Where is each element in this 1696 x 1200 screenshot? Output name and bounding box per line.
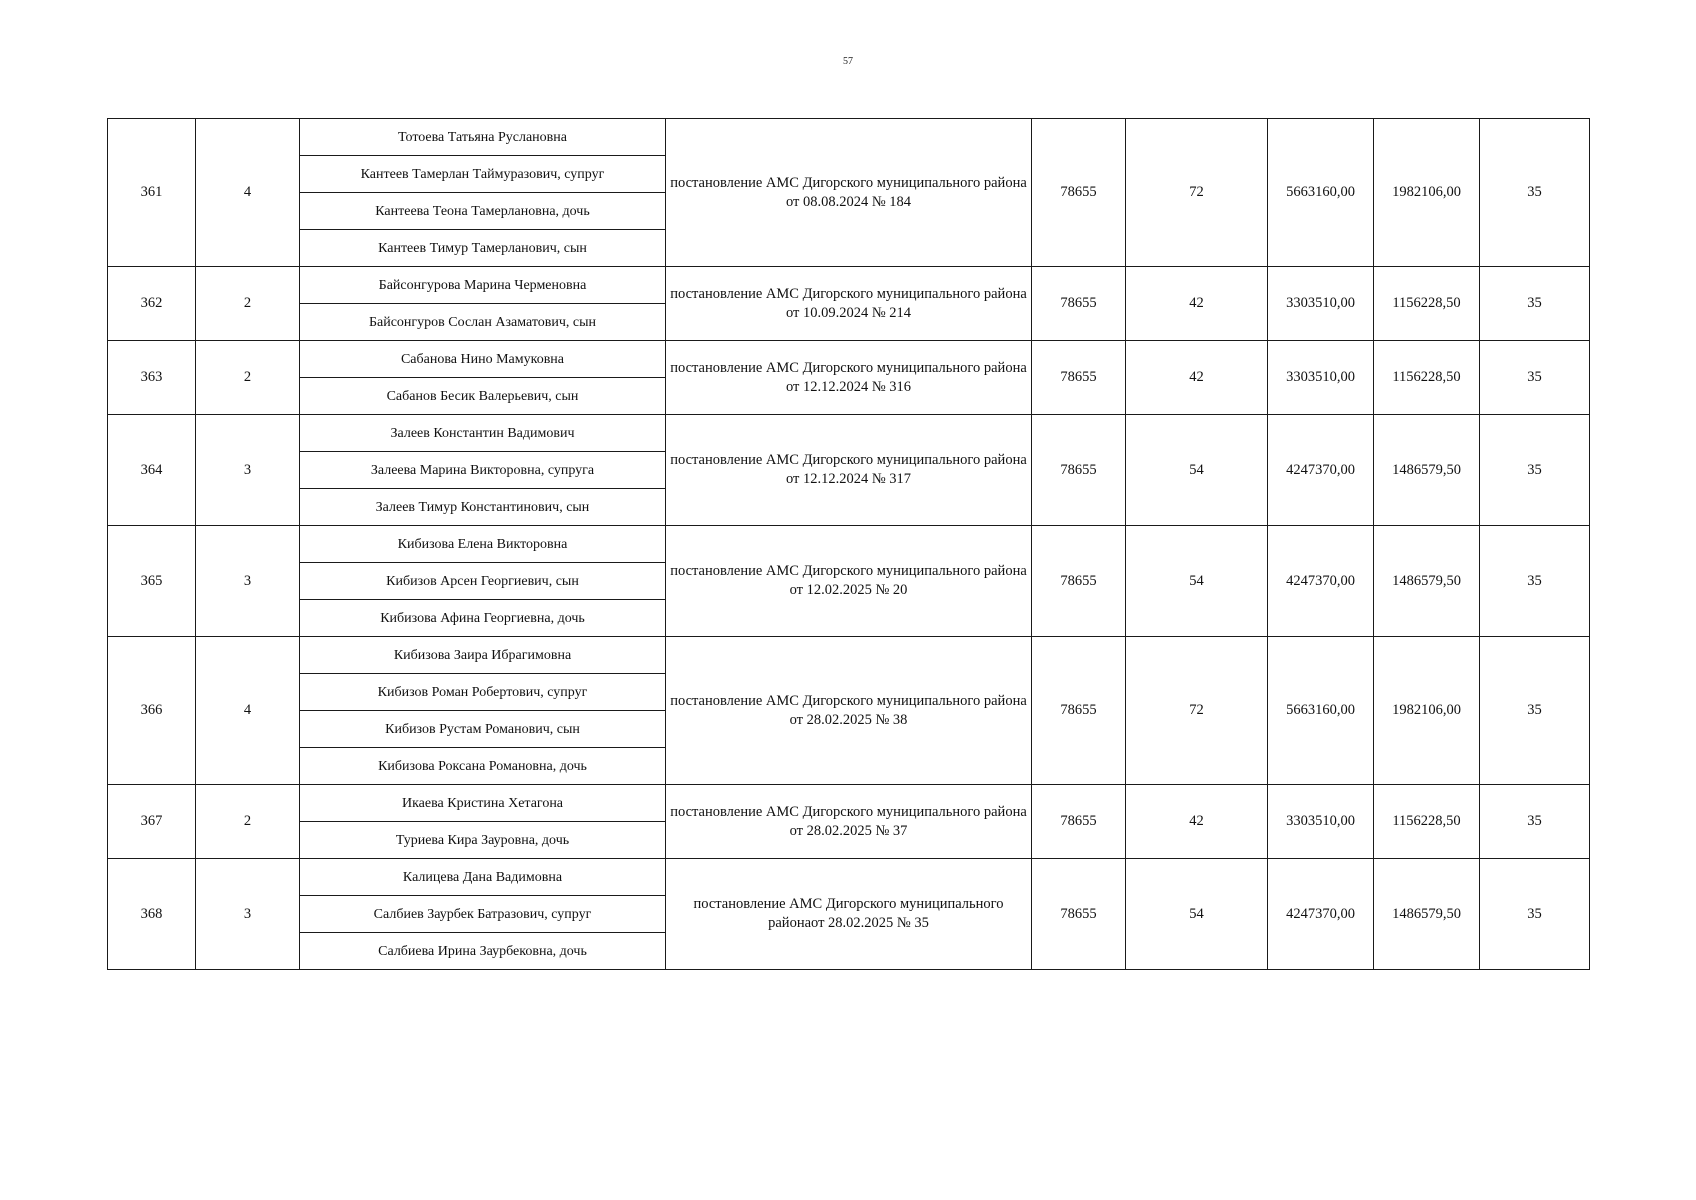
family-size: 4 [196,119,300,267]
family-member-name: Калицева Дана Вадимовна [300,859,666,896]
housing-area: 42 [1126,267,1268,341]
resolution-reference: постановление АМС Дигорского муниципального района от 10.09.2024 № 214 [666,267,1032,341]
family-size: 4 [196,637,300,785]
housing-area: 72 [1126,119,1268,267]
family-member-name: Кибизова Заира Ибрагимовна [300,637,666,674]
subsidy-percent: 35 [1480,526,1590,637]
table-row [108,859,1590,896]
cost-per-sqm: 78655 [1032,415,1126,526]
housing-area: 54 [1126,415,1268,526]
family-member-name: Кантеева Теона Тамерлановна, дочь [300,193,666,230]
table-row [108,415,1590,452]
table-row [108,785,1590,822]
family-size: 2 [196,341,300,415]
table-row [108,637,1590,674]
record-number: 366 [108,637,196,785]
subsidy-percent: 35 [1480,267,1590,341]
subsidy-percent: 35 [1480,785,1590,859]
resolution-reference: постановление АМС Дигорского муниципального района от 12.02.2025 № 20 [666,526,1032,637]
family-member-name: Сабанов Бесик Валерьевич, сын [300,378,666,415]
subsidy-amount: 1156228,50 [1374,341,1480,415]
record-number: 367 [108,785,196,859]
housing-area: 72 [1126,637,1268,785]
housing-area: 42 [1126,785,1268,859]
cost-per-sqm: 78655 [1032,119,1126,267]
family-member-name: Кантеев Тимур Тамерланович, сын [300,230,666,267]
family-size: 3 [196,859,300,970]
total-cost: 4247370,00 [1268,526,1374,637]
resolution-reference: постановление АМС Дигорского муниципального района от 12.12.2024 № 317 [666,415,1032,526]
record-number: 361 [108,119,196,267]
family-size: 3 [196,526,300,637]
total-cost: 5663160,00 [1268,637,1374,785]
total-cost: 3303510,00 [1268,785,1374,859]
page-number: 57 [843,56,853,67]
family-member-name: Кантеев Тамерлан Таймуразович, супруг [300,156,666,193]
table-row [108,341,1590,378]
family-member-name: Кибизов Арсен Георгиевич, сын [300,563,666,600]
family-size: 3 [196,415,300,526]
subsidy-amount: 1486579,50 [1374,415,1480,526]
total-cost: 3303510,00 [1268,341,1374,415]
family-member-name: Залеев Константин Вадимович [300,415,666,452]
resolution-reference: постановление АМС Дигорского муниципального района от 28.02.2025 № 38 [666,637,1032,785]
cost-per-sqm: 78655 [1032,859,1126,970]
total-cost: 5663160,00 [1268,119,1374,267]
family-member-name: Байсонгурова Марина Черменовна [300,267,666,304]
total-cost: 4247370,00 [1268,859,1374,970]
table-row [108,267,1590,304]
family-member-name: Туриева Кира Зауровна, дочь [300,822,666,859]
resolution-reference: постановление АМС Дигорского муниципального районаот 28.02.2025 № 35 [666,859,1032,970]
family-member-name: Кибизов Рустам Романович, сын [300,711,666,748]
subsidy-percent: 35 [1480,859,1590,970]
cost-per-sqm: 78655 [1032,341,1126,415]
subsidy-percent: 35 [1480,119,1590,267]
subsidy-amount: 1156228,50 [1374,267,1480,341]
record-number: 362 [108,267,196,341]
cost-per-sqm: 78655 [1032,637,1126,785]
total-cost: 3303510,00 [1268,267,1374,341]
family-member-name: Салбиев Заурбек Батразович, супруг [300,896,666,933]
family-member-name: Байсонгуров Сослан Азаматович, сын [300,304,666,341]
cost-per-sqm: 78655 [1032,785,1126,859]
housing-area: 54 [1126,526,1268,637]
registry-body [108,119,1590,970]
subsidy-amount: 1982106,00 [1374,119,1480,267]
resolution-reference: постановление АМС Дигорского муниципального района от 28.02.2025 № 37 [666,785,1032,859]
subsidy-percent: 35 [1480,415,1590,526]
subsidy-amount: 1156228,50 [1374,785,1480,859]
family-member-name: Салбиева Ирина Заурбековна, дочь [300,933,666,970]
record-number: 368 [108,859,196,970]
family-member-name: Кибизов Роман Робертович, супруг [300,674,666,711]
record-number: 363 [108,341,196,415]
housing-area: 42 [1126,341,1268,415]
subsidy-percent: 35 [1480,341,1590,415]
family-member-name: Кибизова Афина Георгиевна, дочь [300,600,666,637]
subsidy-amount: 1486579,50 [1374,859,1480,970]
family-member-name: Икаева Кристина Хетагона [300,785,666,822]
family-size: 2 [196,267,300,341]
family-member-name: Тотоева Татьяна Руслановна [300,119,666,156]
resolution-reference: постановление АМС Дигорского муниципального района от 08.08.2024 № 184 [666,119,1032,267]
record-number: 365 [108,526,196,637]
total-cost: 4247370,00 [1268,415,1374,526]
table-row [108,119,1590,156]
record-number: 364 [108,415,196,526]
resolution-reference: постановление АМС Дигорского муниципального района от 12.12.2024 № 316 [666,341,1032,415]
family-member-name: Залеева Марина Викторовна, супруга [300,452,666,489]
family-member-name: Кибизова Елена Викторовна [300,526,666,563]
family-member-name: Кибизова Роксана Романовна, дочь [300,748,666,785]
subsidy-amount: 1486579,50 [1374,526,1480,637]
subsidy-percent: 35 [1480,637,1590,785]
housing-area: 54 [1126,859,1268,970]
cost-per-sqm: 78655 [1032,526,1126,637]
family-member-name: Сабанова Нино Мамуковна [300,341,666,378]
subsidy-amount: 1982106,00 [1374,637,1480,785]
registry-table [107,118,1590,970]
cost-per-sqm: 78655 [1032,267,1126,341]
family-size: 2 [196,785,300,859]
table-row [108,526,1590,563]
family-member-name: Залеев Тимур Константинович, сын [300,489,666,526]
